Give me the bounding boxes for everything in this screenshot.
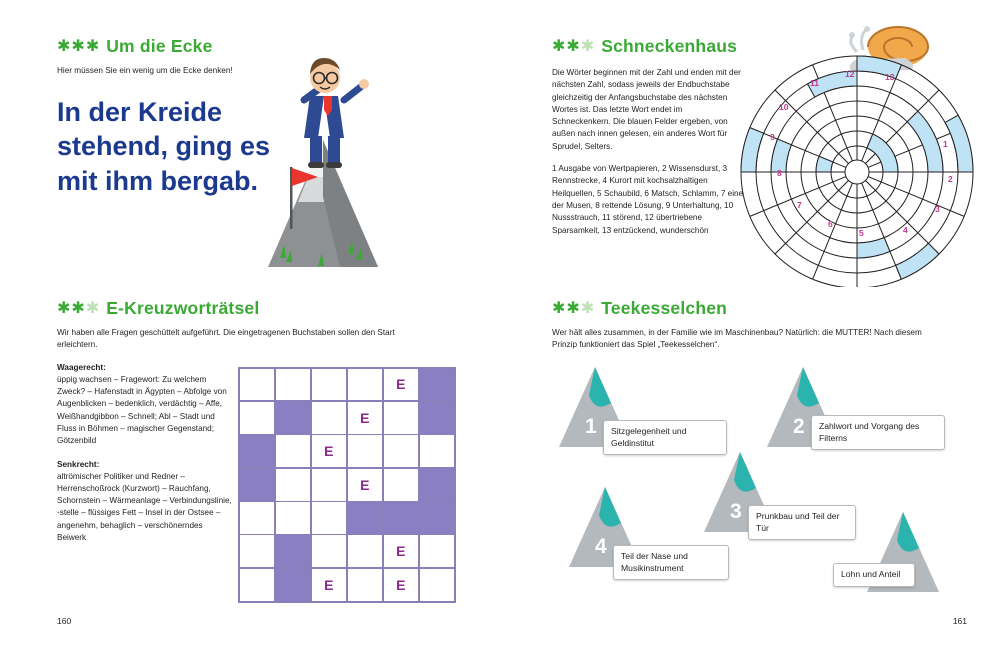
crossword-cell[interactable] <box>239 401 276 435</box>
clue-text: üppig wachsen – Fragewort: Zu welchem Zweck? – Hafenstadt in Ägypten – Abfolge von Augenblicken – bedenklich, verdächtig – Affe, Weißhandgibbon – Schnell; Abl – Stadt und Fluss in Böhmen – magischer Gegenstand; Götzenbild <box>57 374 227 446</box>
puzzle-schneckenhaus <box>552 36 752 237</box>
svg-text:8: 8 <box>777 168 782 178</box>
snail-spiral-illustration[interactable] <box>735 22 985 287</box>
crossword-cell[interactable] <box>239 468 276 502</box>
page-title: E-Kreuzworträtsel <box>106 298 260 318</box>
crossword-cell[interactable] <box>419 368 456 402</box>
crossword-cell[interactable] <box>347 368 384 402</box>
crossword-cell[interactable] <box>239 501 276 535</box>
riddle-text: In der Kreide stehend, ging es mit ihm bergab. <box>57 96 271 196</box>
crossword-cell[interactable] <box>347 434 384 468</box>
crossword-cell[interactable] <box>239 568 276 602</box>
puzzle-heading <box>57 298 457 319</box>
svg-text:13: 13 <box>885 72 895 82</box>
list-item[interactable]: Lohn und Anteil <box>833 563 915 587</box>
crossword-cell[interactable] <box>239 368 276 402</box>
crossword-cell[interactable] <box>311 401 348 435</box>
item-number: 2 <box>793 415 805 438</box>
clue-text: altrömischer Politiker und Redner – Herrenschoßrock (Kurzwort) – Rauchfang, Schornstein – Wärmeanlage – Verbindungslinie, -stelle – flüssiges Fett – Insel in der Ostsee – angenehm, behaglich – verschönerndes Beiwerk <box>57 471 232 543</box>
difficulty-stars: ✱✱✱ <box>552 299 596 317</box>
list-item[interactable]: Zahlwort und Vorgang des Filterns <box>811 415 945 450</box>
crossword-cell[interactable] <box>275 534 312 568</box>
page-number-left: 160 <box>57 616 72 626</box>
puzzle-description: Die Wörter beginnen mit der Zahl und enden mit der nächsten Zahl, sodass jeweils der Endbuchstabe gleichzeitig der Anfangsbuchstabe des nächsten Wortes ist. Das letzte Wort endet im Schneckenkern. Die blauen Felder ergeben, von außen nach innen gelesen, ein anderes Wort für Sprudel, Selters. <box>552 68 741 151</box>
crossword-cell[interactable] <box>419 534 456 568</box>
svg-text:10: 10 <box>779 102 789 112</box>
difficulty-stars: ✱✱✱ <box>57 37 101 55</box>
svg-text:1: 1 <box>943 139 948 149</box>
svg-text:7: 7 <box>797 200 802 210</box>
crossword-cell[interactable]: E <box>347 401 384 435</box>
item-number: 3 <box>730 500 742 523</box>
svg-text:9: 9 <box>770 132 775 142</box>
crossword-cell[interactable] <box>311 501 348 535</box>
puzzle-subtitle: Wer hält alles zusammen, in der Familie wie im Maschinenbau? Natürlich: die MUTTER! Nach diesem Prinzip funktioniert das Spiel „Teekesselchen“. <box>552 328 922 349</box>
puzzle-heading <box>552 36 752 57</box>
svg-text:2: 2 <box>948 174 953 184</box>
teekesselchen-items <box>545 355 995 605</box>
crossword-cell[interactable]: E <box>311 568 348 602</box>
svg-text:3: 3 <box>935 204 940 214</box>
crossword-cell[interactable] <box>383 468 420 502</box>
item-number: 1 <box>585 415 597 438</box>
item-number: 4 <box>595 535 607 558</box>
page-title: Um die Ecke <box>106 36 213 56</box>
clue-block-down <box>57 460 232 545</box>
list-item[interactable]: Prunkbau und Teil der Tür <box>748 505 856 540</box>
crossword-cell[interactable] <box>311 468 348 502</box>
crossword-cell[interactable] <box>383 434 420 468</box>
puzzle-subtitle: Hier müssen Sie ein wenig um die Ecke denken! <box>57 66 233 75</box>
crossword-cell[interactable] <box>419 434 456 468</box>
puzzle-teekesselchen <box>552 298 972 351</box>
crossword-cell[interactable]: E <box>383 368 420 402</box>
crossword-cell[interactable] <box>311 534 348 568</box>
crossword-cell[interactable] <box>275 468 312 502</box>
svg-text:11: 11 <box>810 78 819 88</box>
crossword-cell[interactable]: E <box>383 534 420 568</box>
crossword-cell[interactable] <box>275 368 312 402</box>
man-on-mountain-illustration <box>228 22 428 287</box>
crossword-cell[interactable] <box>275 434 312 468</box>
crossword-cell[interactable] <box>419 501 456 535</box>
crossword-cell[interactable] <box>239 534 276 568</box>
page-title: Teekesselchen <box>601 298 728 318</box>
crossword-grid[interactable] <box>238 367 456 603</box>
list-item[interactable]: Teil der Nase und Musikinstrument <box>613 545 729 580</box>
crossword-cell[interactable]: E <box>347 468 384 502</box>
page-title: Schneckenhaus <box>601 36 738 56</box>
crossword-cell[interactable] <box>311 368 348 402</box>
crossword-cell[interactable] <box>419 401 456 435</box>
difficulty-stars: ✱✱✱ <box>552 37 596 55</box>
crossword-cell[interactable] <box>239 434 276 468</box>
clue-word-list: 1 Ausgabe von Wertpapieren, 2 Wissensdurst, 3 Rennstrecke, 4 Kurort mit kochsalzhaltigen Heilquellen, 5 Schaubild, 6 Matsch, Schlamm, 7 eine der Musen, 8 rettende Lösung, 9 Unterhaltung, 10 Nussstrauch, 11 störend, 12 übertriebene Sparsamkeit, 13 entzückend, wunderschön <box>552 164 744 235</box>
crossword-cell[interactable] <box>383 401 420 435</box>
difficulty-stars: ✱✱✱ <box>57 299 101 317</box>
crossword-cell[interactable]: E <box>383 568 420 602</box>
list-item[interactable]: Sitzgelegenheit und Geldinstitut <box>603 420 727 455</box>
puzzle-subtitle: Wir haben alle Fragen geschüttelt aufgeführt. Die eingetragenen Buchstaben sollen den Start erleichtern. <box>57 328 395 349</box>
clue-heading: Waagerecht: <box>57 362 106 372</box>
svg-text:5: 5 <box>859 228 864 238</box>
crossword-cell[interactable] <box>275 501 312 535</box>
crossword-cell[interactable] <box>347 534 384 568</box>
crossword-cell[interactable]: E <box>311 434 348 468</box>
crossword-cell[interactable] <box>275 568 312 602</box>
crossword-cell[interactable] <box>347 568 384 602</box>
svg-text:6: 6 <box>828 219 833 229</box>
crossword-cell[interactable] <box>419 468 456 502</box>
crossword-cell[interactable] <box>275 401 312 435</box>
clue-heading: Senkrecht: <box>57 459 100 469</box>
puzzle-heading <box>552 298 972 319</box>
crossword-cell[interactable] <box>383 501 420 535</box>
clue-block-across <box>57 363 232 448</box>
svg-text:4: 4 <box>903 225 908 235</box>
svg-text:12: 12 <box>845 69 855 79</box>
crossword-cell[interactable] <box>347 501 384 535</box>
page-number-right: 161 <box>952 616 967 626</box>
crossword-cell[interactable] <box>419 568 456 602</box>
